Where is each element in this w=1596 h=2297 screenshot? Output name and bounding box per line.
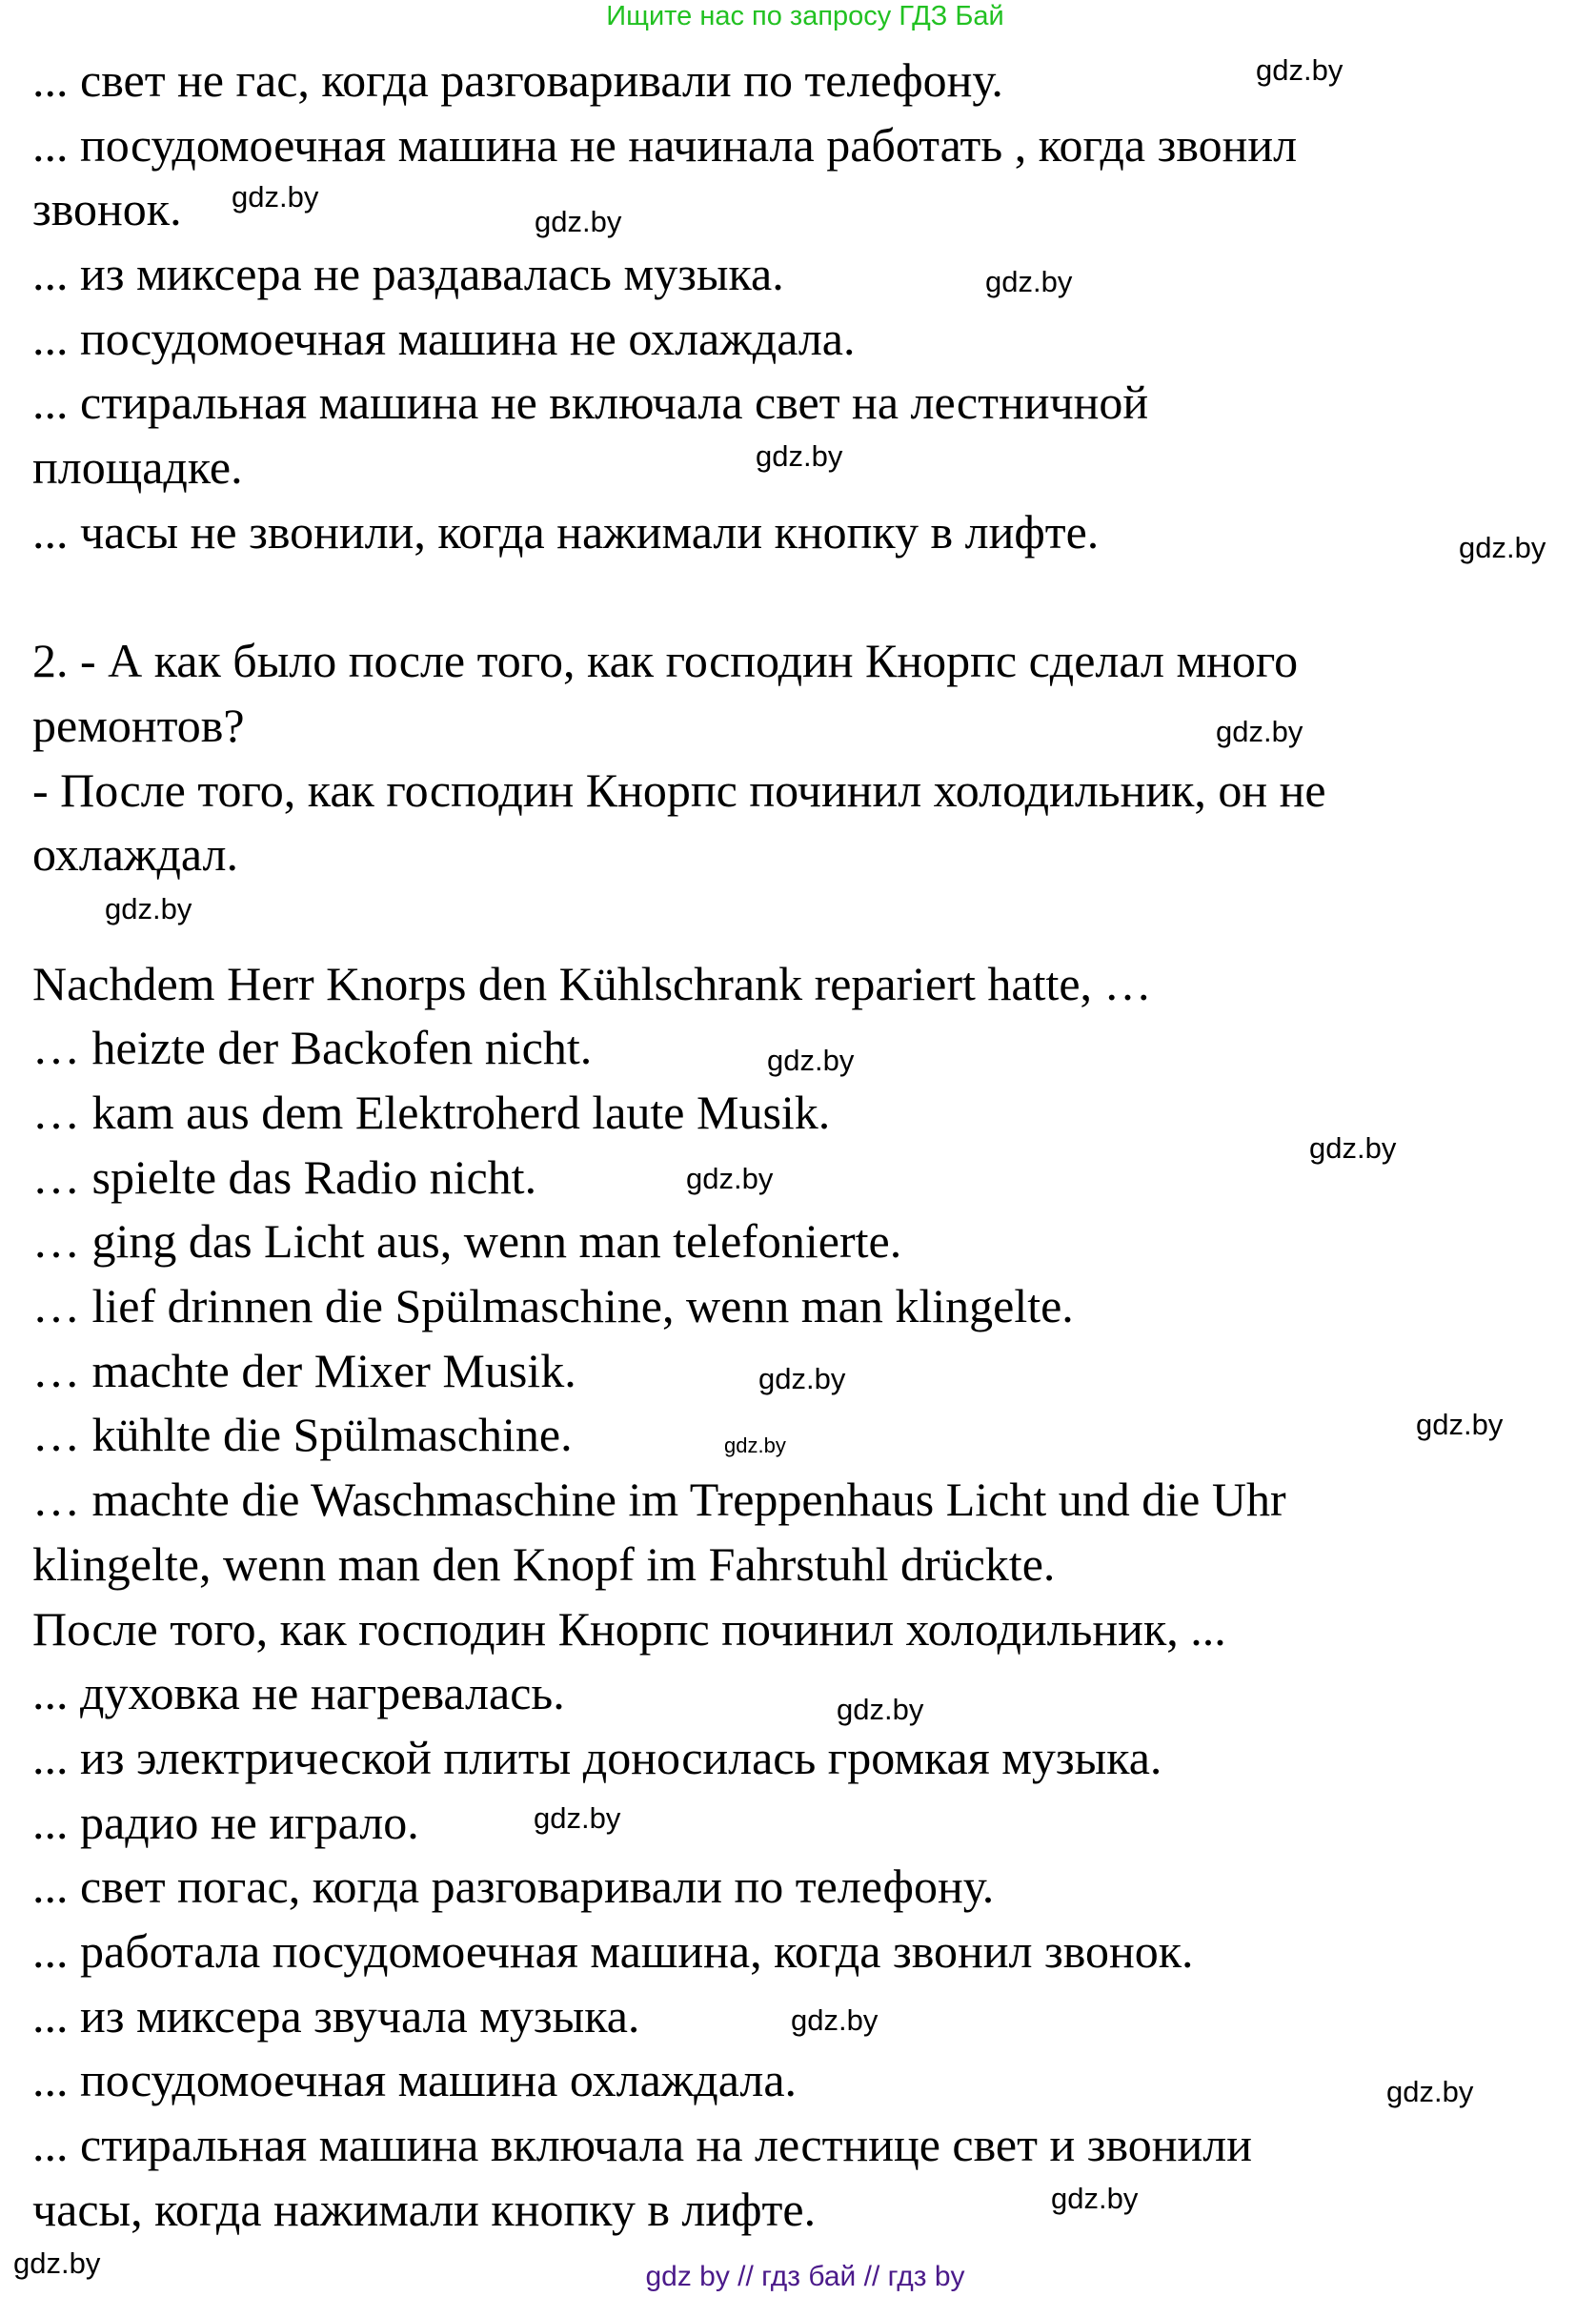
watermark: gdz.by	[1459, 531, 1546, 564]
watermark: gdz.by	[232, 180, 319, 213]
text-line: ... работала посудомоечная машина, когда звонил звонок.	[32, 1923, 1194, 1978]
watermark: gdz.by	[535, 205, 622, 238]
text-line: … spielte das Radio nicht.	[32, 1149, 537, 1204]
watermark: gdz.by	[1416, 1408, 1504, 1441]
text-line: ... из электрической плиты доносилась громкая музыка.	[32, 1730, 1162, 1784]
text-line: … machte die Waschmaschine im Treppenhaus Licht und die Uhr	[32, 1473, 1286, 1527]
text-line: ... из миксера не раздавалась музыка.	[32, 247, 784, 301]
text-line: … lief drinnen die Spülmaschine, wenn man klingelte.	[32, 1279, 1074, 1333]
text-line: klingelte, wenn man den Knopf im Fahrstuhl drückte.	[32, 1536, 1056, 1591]
text-line: … heizte der Backofen nicht.	[32, 1021, 593, 1075]
text-line: 2. - А как было после того, как господин Кнорпс сделал много	[32, 634, 1299, 688]
watermark: gdz.by	[985, 265, 1073, 298]
watermark: gdz.by	[1256, 53, 1343, 87]
watermark: gdz.by	[756, 439, 843, 473]
text-line: Nachdem Herr Knorps den Kühlschrank repariert hatte, …	[32, 956, 1152, 1010]
text-line: ... посудомоечная машина не охлаждала.	[32, 311, 856, 365]
text-line: После того, как господин Кнорпс починил холодильник, ...	[32, 1601, 1226, 1656]
watermark: gdz.by	[1051, 2182, 1139, 2215]
text-line: ... свет не гас, когда разговаривали по телефону.	[32, 53, 1003, 107]
text-line: звонок.	[32, 182, 182, 236]
text-line: … ging das Licht aus, wenn man telefonierte.	[32, 1214, 902, 1269]
text-line: … kam aus dem Elektroherd laute Musik.	[32, 1086, 831, 1139]
text-line: ... духовка не нагревалась.	[32, 1666, 565, 1720]
text-line: ремонтов?	[32, 698, 245, 752]
watermark: gdz.by	[724, 1433, 786, 1457]
watermark: gdz.by	[1309, 1131, 1397, 1165]
text-line: ... из миксера звучала музыка.	[32, 1988, 640, 2043]
watermark: gdz.by	[791, 2003, 879, 2037]
site-banner: Ищите нас по запросу ГДЗ Бай	[606, 1, 1004, 31]
text-line: часы, когда нажимали кнопку в лифте.	[32, 2182, 817, 2236]
text-line: ... посудомоечная машина охлаждала.	[32, 2053, 798, 2107]
text-line: - После того, как господин Кнорпс починил холодильник, он не	[32, 762, 1326, 817]
text-line: охлаждал.	[32, 827, 238, 882]
text-line: … machte der Mixer Musik.	[32, 1343, 576, 1397]
watermark: gdz.by	[758, 1362, 846, 1395]
text-line: площадке.	[32, 440, 243, 495]
watermark: gdz.by	[105, 892, 192, 925]
watermark: gdz.by	[534, 1801, 621, 1835]
text-line: ... радио не играло.	[32, 1795, 419, 1849]
text-line: ... стиральная машина не включала свет на лестничной	[32, 376, 1149, 430]
text-line: … kühlte die Spülmaschine.	[32, 1408, 573, 1462]
watermark: gdz.by	[767, 1044, 855, 1077]
watermark: gdz.by	[13, 2246, 101, 2280]
text-line: ... часы не звонили, когда нажимали кнопку в лифте.	[32, 504, 1100, 559]
text-line: ... посудомоечная машина не начинала работать , когда звонил	[32, 117, 1298, 172]
watermark: gdz.by	[1386, 2075, 1474, 2108]
watermark: gdz.by	[1216, 715, 1303, 748]
text-line: ... свет погас, когда разговаривали по телефону.	[32, 1860, 995, 1914]
text-line: ... стиральная машина включала на лестнице свет и звонили	[32, 2118, 1252, 2171]
watermark: gdz.by	[837, 1693, 924, 1726]
watermark: gdz.by	[686, 1162, 774, 1195]
footer-links: gdz by // гдз бай // гдз by	[645, 2261, 965, 2292]
document-body	[32, 49, 1326, 2242]
